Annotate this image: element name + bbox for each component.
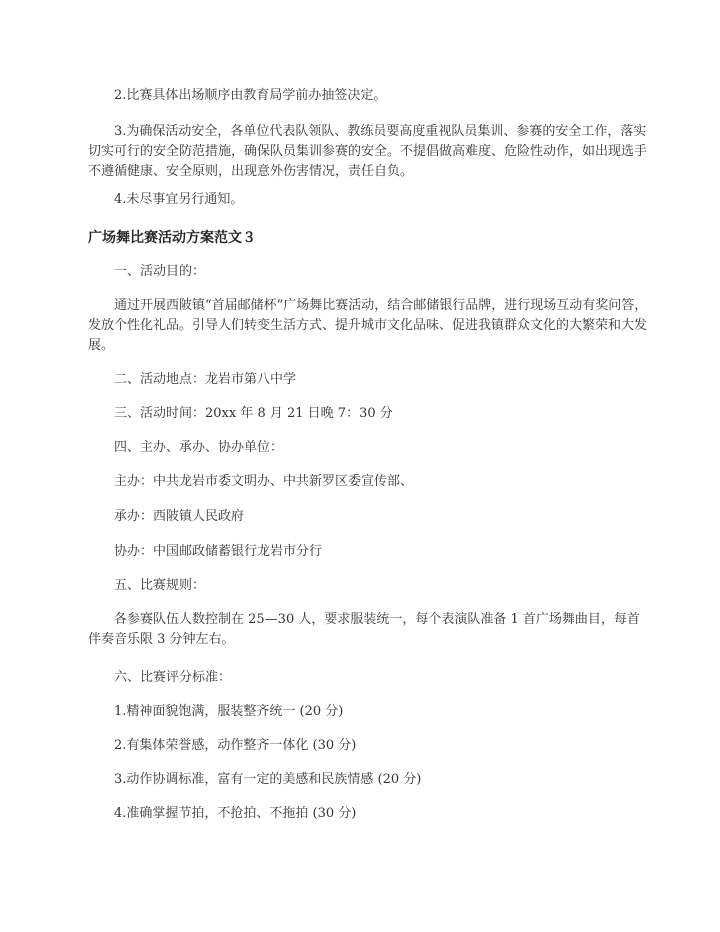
heading-purpose: 一、活动目的： (114, 264, 206, 279)
scoring-item-2: 2.有集体荣誉感，动作整齐一体化 (30 分) (114, 738, 357, 753)
paragraph-rules: 各参赛队伍人数控制在 25—30 人，要求服装统一，每个表演队准备 1 首广场舞曲目，每首伴奏音乐限 3 分钟左右。 (88, 612, 640, 647)
paragraph-purpose: 通过开展西陂镇“首届邮储杯”广场舞比赛活动，结合邮储银行品牌，进行现场互动有奖问答，发放个性化礼品。引导人们转变生活方式、提升城市文化品味、促进我镇群众文化的大繁荣和大发展。 (88, 298, 648, 353)
heading-scoring: 六、比赛评分标准： (114, 670, 232, 685)
paragraph-rule-4: 4.未尽事宜另行通知。 (114, 192, 244, 207)
paragraph-location: 二、活动地点：龙岩市第八中学 (114, 372, 297, 387)
paragraph-host: 主办：中共龙岩市委文明办、中共新罗区委宣传部、 (114, 474, 414, 489)
scoring-item-3: 3.动作协调标准，富有一定的美感和民族情感 (20 分) (114, 772, 422, 787)
paragraph-rule-3: 3.为确保活动安全，各单位代表队领队、教练员要高度重视队员集训、参赛的安全工作，落实切实可行的安全防范措施，确保队员集训参赛的安全。不提倡做高难度、危险性动作，如出现选手不遵循健康、安全原则，出现意外伤害情况，责任自负。 (88, 124, 648, 179)
paragraph-time: 三、活动时间：20xx 年 8 月 21 日晚 7：30 分 (114, 406, 393, 421)
scoring-item-4: 4.准确掌握节拍，不抢拍、不拖拍 (30 分) (114, 806, 357, 821)
heading-rules: 五、比赛规则： (114, 578, 206, 593)
paragraph-organizer: 承办：西陂镇人民政府 (114, 509, 245, 524)
paragraph-rule-2: 2.比赛具体出场顺序由教育局学前办抽签决定。 (114, 88, 387, 103)
scoring-item-1: 1.精神面貌饱满，服装整齐统一 (20 分) (114, 704, 344, 719)
paragraph-co-organizer: 协办：中国邮政储蓄银行龙岩市分行 (114, 544, 323, 559)
section-title: 广场舞比赛活动方案范文３ (88, 230, 256, 246)
heading-organizers: 四、主办、承办、协办单位： (114, 440, 284, 455)
